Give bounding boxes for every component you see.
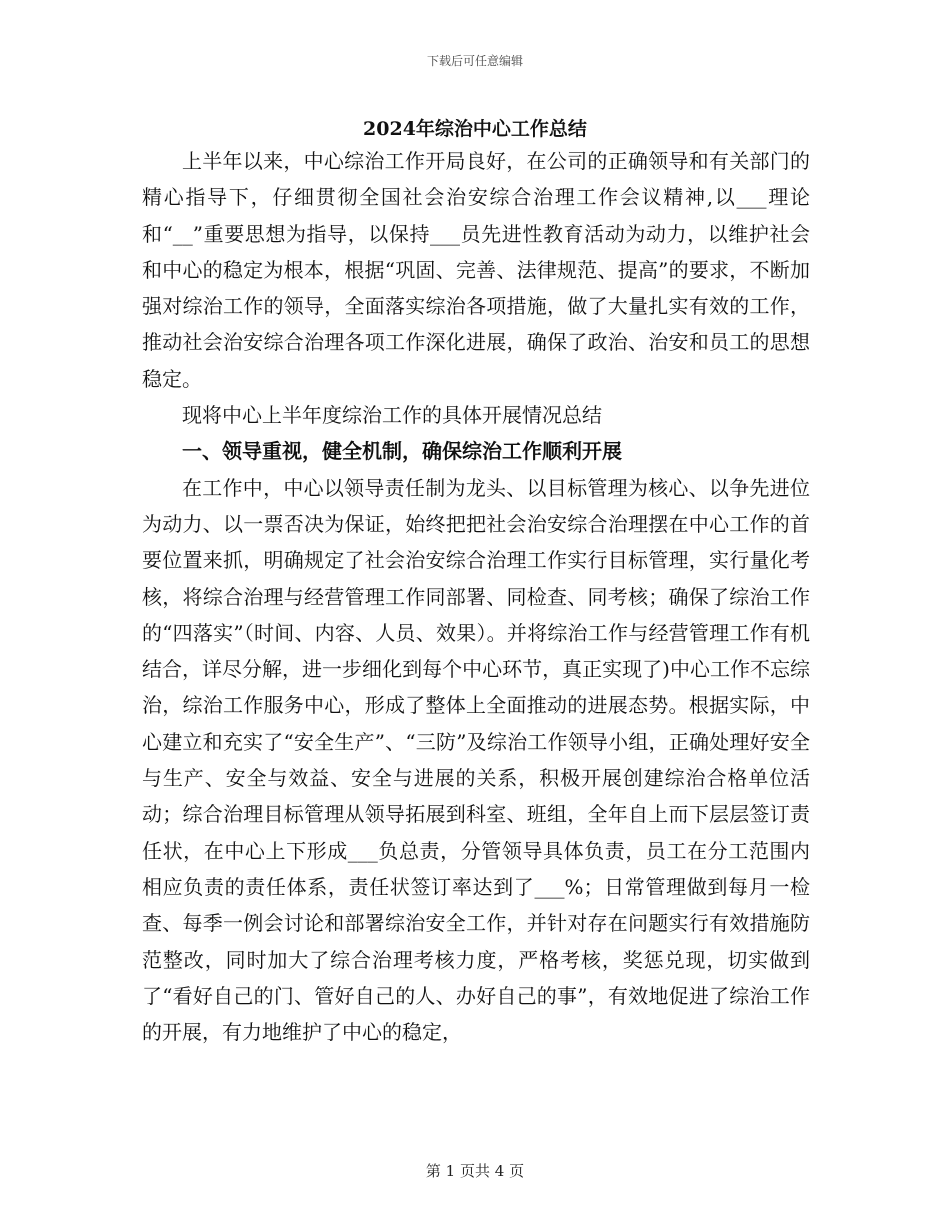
document-body — [142, 143, 810, 1050]
paragraph-section-1-body: 在工作中，中心以领导责任制为龙头、以目标管理为核心、以争先进位为动力、以一票否决为保证，始终把把社会治安综合治理摆在中心工作的首要位置来抓，明确规定了社会治安综合治理工作实行目标管理，实行量化考核，将综合治理与经营管理工作同部署、同检查、同考核；确保了综治工作的“四落实”（时间、内容、人员、效果）。并将综治工作与经营管理工作有机结合，详尽分解，进一步细化到每个中心环节，真正实现了)中心工作不忘综治，综治工作服务中心，形成了整体上全面推动的进展态势。根据实际，中心建立和充实了“安全生产”、“三防”及综治工作领导小组，正确处理好安全与生产、安全与效益、安全与进展的关系，积极开展创建综治合格单位活动；综合治理目标管理从领导拓展到科室、班组，全年自上而下层层签订责任状，在中心上下形成___负总责，分管领导具体负责，员工在分工范围内相应负责的责任体系，责任状签订率达到了___%；日常管理做到每月一检查、每季一例会讨论和部署综治安全工作，并针对存在问题实行有效措施防范整改，同时加大了综合治理考核力度，严格考核，奖惩兑现，切实做到了“看好自己的门、管好自己的人、办好自己的事”，有效地促进了综治工作的开展，有力地维护了中心的稳定， — [142, 475, 810, 1045]
page-number: 第 1 页共 4 页 — [425, 1162, 525, 1180]
section-heading-1: 一、领导重视，健全机制，确保综治工作顺利开展 — [182, 439, 622, 464]
document-title: 2024年综治中心工作总结 — [363, 118, 587, 140]
paragraph-intro: 上半年以来，中心综治工作开局良好，在公司的正确领导和有关部门的精心指导下，仔细贯彻全国社会治安综合治理工作会议精神,以___理论和“__”重要思想为指导，以保持___员先进性教育活动为动力，以维护社会和中心的稳定为根本，根据“巩固、完善、法律规范、提高”的要求，不断加强对综治工作的领导，全面落实综治各项措施，做了大量扎实有效的工作，推动社会治安综合治理各项工作深化进展，确保了政治、治安和员工的思想稳定。 — [142, 149, 810, 391]
paragraph-summary-lead: 现将中心上半年度综治工作的具体开展情况总结 — [182, 403, 602, 428]
header-note: 下载后可任意编辑 — [426, 54, 523, 68]
